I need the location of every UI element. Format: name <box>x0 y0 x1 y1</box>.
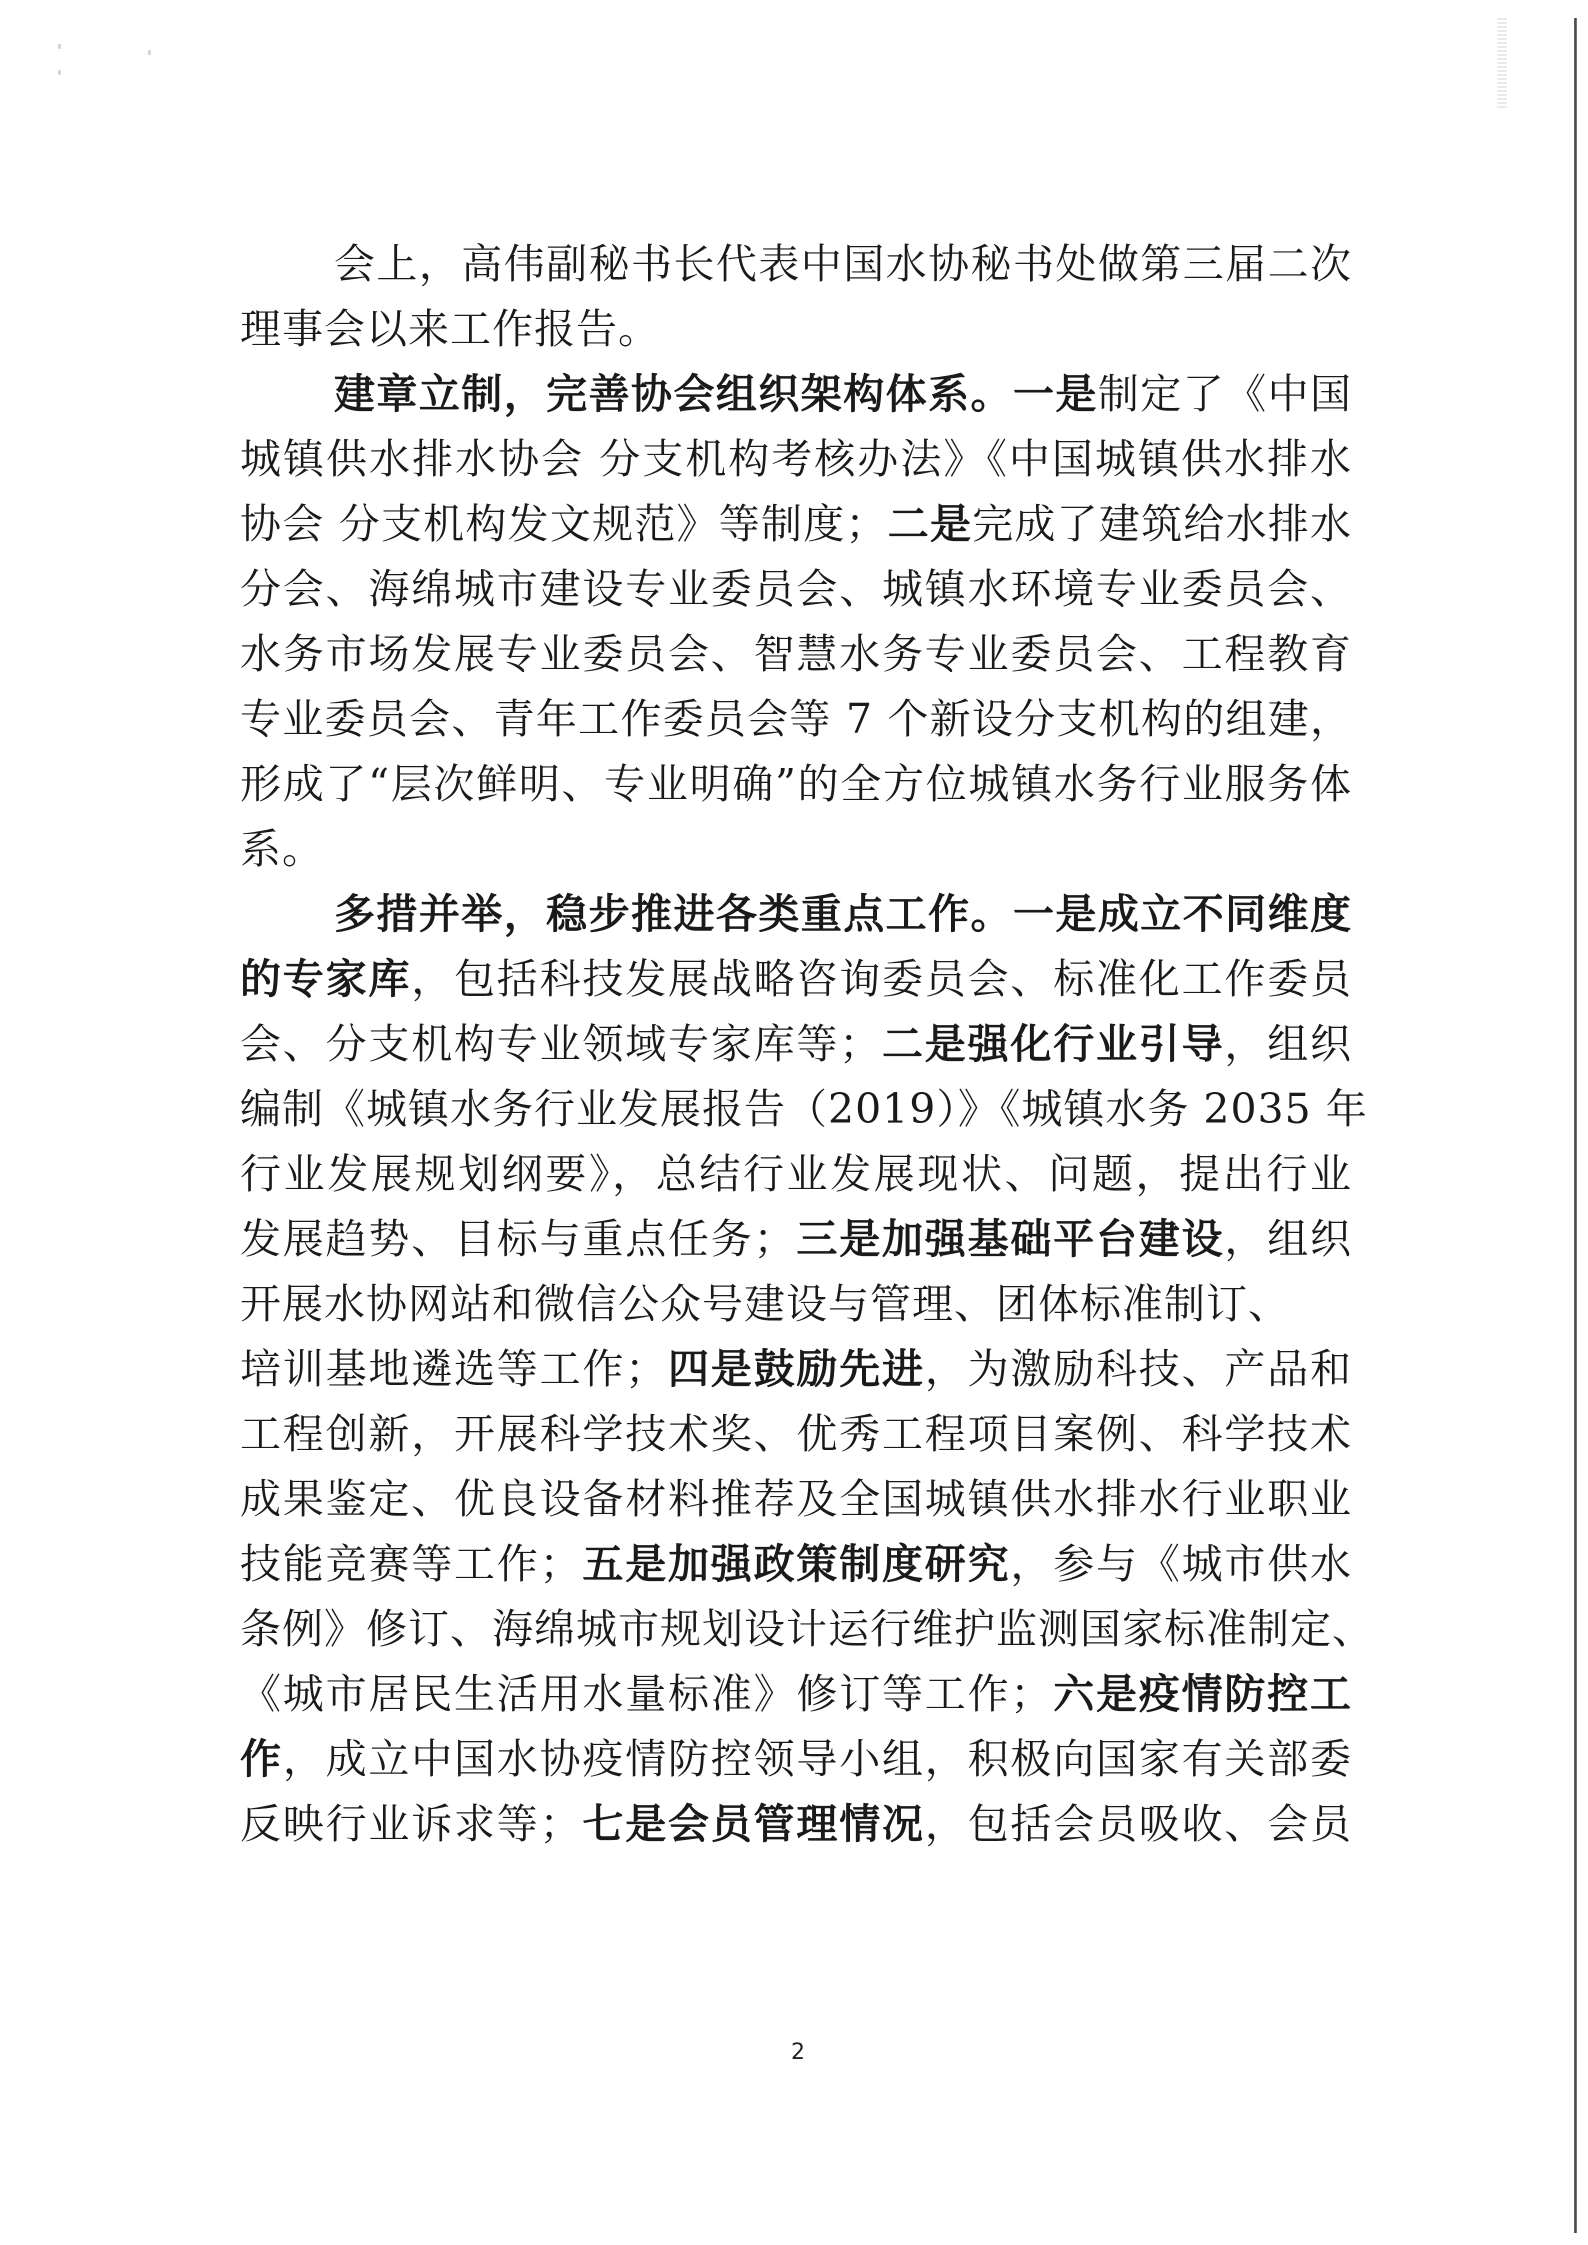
bold-text-segment: 二是强化行业引导 <box>881 1020 1225 1068</box>
text-segment: ，组织 <box>1224 1215 1353 1263</box>
text-line <box>240 557 1352 622</box>
paragraph <box>240 362 1352 882</box>
text-line <box>240 1532 1352 1597</box>
text-line <box>240 362 1352 427</box>
scan-speck <box>148 50 151 55</box>
text-line <box>240 232 1352 297</box>
scan-smudge <box>1497 18 1507 108</box>
text-line <box>240 817 1352 882</box>
text-segment: 成果鉴定、优良设备材料推荐及全国城镇供水排水行业职业 <box>240 1475 1352 1523</box>
text-line <box>240 1012 1352 1077</box>
text-segment: 工程创新，开展科学技术奖、优秀工程项目案例、科学技术 <box>240 1410 1352 1458</box>
text-line <box>240 1792 1352 1857</box>
bold-text-segment: 作 <box>240 1735 283 1783</box>
text-segment: ，成立中国水协疫情防控领导小组，积极向国家有关部委 <box>282 1735 1353 1783</box>
text-line <box>240 687 1352 752</box>
text-line <box>240 1142 1352 1207</box>
text-segment: 编制《城镇水务行业发展报告（2019）》《城镇水务 2035 年 <box>240 1085 1368 1133</box>
scan-speck <box>58 44 61 49</box>
text-segment: 制定了《中国 <box>1097 370 1353 418</box>
text-segment: 系。 <box>240 825 324 873</box>
bold-text-segment: 一是 <box>1012 370 1098 418</box>
text-segment: 理事会以来工作报告。 <box>240 305 660 353</box>
text-line <box>240 1662 1352 1727</box>
text-segment: 会上，高伟副秘书长代表中国水协秘书处做第三届二次 <box>334 240 1352 288</box>
bold-text-segment: 五是加强政策制度研究 <box>581 1540 1011 1588</box>
text-segment: 会、分支机构专业领域专家库等； <box>240 1020 882 1068</box>
bold-text-segment: 七是会员管理情况 <box>581 1800 925 1848</box>
text-line <box>240 1402 1352 1467</box>
text-segment: 分会、海绵城市建设专业委员会、城镇水环境专业委员会、 <box>240 565 1352 613</box>
text-segment: ，为激励科技、产品和 <box>924 1345 1353 1393</box>
text-segment: 城镇供水排水协会 分支机构考核办法》《中国城镇供水排水 <box>240 435 1352 483</box>
text-segment: ，包括会员吸收、会员 <box>924 1800 1353 1848</box>
text-segment: ，包括科技发展战略咨询委员会、标准化工作委员 <box>411 955 1353 1003</box>
text-segment: 发展趋势、目标与重点任务； <box>240 1215 796 1263</box>
text-line <box>240 622 1352 687</box>
bold-text-segment: 的专家库 <box>240 955 412 1003</box>
text-line <box>240 1337 1352 1402</box>
text-segment: 行业发展规划纲要》，总结行业发展现状、问题，提出行业 <box>240 1150 1352 1198</box>
text-segment: ，组织 <box>1224 1020 1353 1068</box>
text-line <box>240 1272 1352 1337</box>
text-line <box>240 1207 1352 1272</box>
bold-text-segment: 六是疫情防控工 <box>1052 1670 1353 1718</box>
bold-text-segment: 三是加强基础平台建设 <box>795 1215 1225 1263</box>
text-line <box>240 947 1352 1012</box>
bold-text-segment: 一是成立不同维度 <box>1012 890 1353 938</box>
text-segment: 条例》修订、海绵城市规划设计运行维护监测国家标准制定、 <box>240 1605 1374 1653</box>
text-line <box>240 1597 1374 1662</box>
text-line <box>240 297 1352 362</box>
paragraph <box>240 882 1374 1857</box>
text-segment: 技能竞赛等工作； <box>240 1540 582 1588</box>
text-segment: ，参与《城市供水 <box>1010 1540 1353 1588</box>
text-line <box>240 1727 1352 1792</box>
body-text <box>240 232 1374 1857</box>
text-line <box>240 1077 1368 1142</box>
text-segment: 反映行业诉求等； <box>240 1800 582 1848</box>
text-line <box>240 882 1352 947</box>
bold-text-segment: 四是鼓励先进 <box>667 1345 925 1393</box>
text-segment: 专业委员会、青年工作委员会等 7 个新设分支机构的组建， <box>240 695 1352 743</box>
scan-speck <box>58 70 61 75</box>
bold-text-segment: 二是 <box>887 500 973 548</box>
text-line <box>240 427 1352 492</box>
scan-edge-line <box>1574 18 1577 2233</box>
text-line <box>240 752 1352 817</box>
bold-text-segment: 建章立制，完善协会组织架构体系。 <box>334 370 1013 418</box>
text-segment: 《城市居民生活用水量标准》修订等工作； <box>240 1670 1053 1718</box>
bold-text-segment: 多措并举，稳步推进各类重点工作。 <box>334 890 1013 938</box>
text-line <box>240 1467 1352 1532</box>
text-segment: 完成了建筑给水排水 <box>972 500 1353 548</box>
paragraph <box>240 232 1352 362</box>
text-segment: 水务市场发展专业委员会、智慧水务专业委员会、工程教育 <box>240 630 1352 678</box>
text-line <box>240 492 1352 557</box>
text-segment: 形成了“层次鲜明、专业明确”的全方位城镇水务行业服务体 <box>240 760 1352 808</box>
page-number: 2 <box>791 2040 805 2065</box>
text-segment: 开展水协网站和微信公众号建设与管理、团体标准制订、 <box>240 1280 1290 1328</box>
text-segment: 培训基地遴选等工作； <box>240 1345 668 1393</box>
text-segment: 协会 分支机构发文规范》等制度； <box>240 500 888 548</box>
